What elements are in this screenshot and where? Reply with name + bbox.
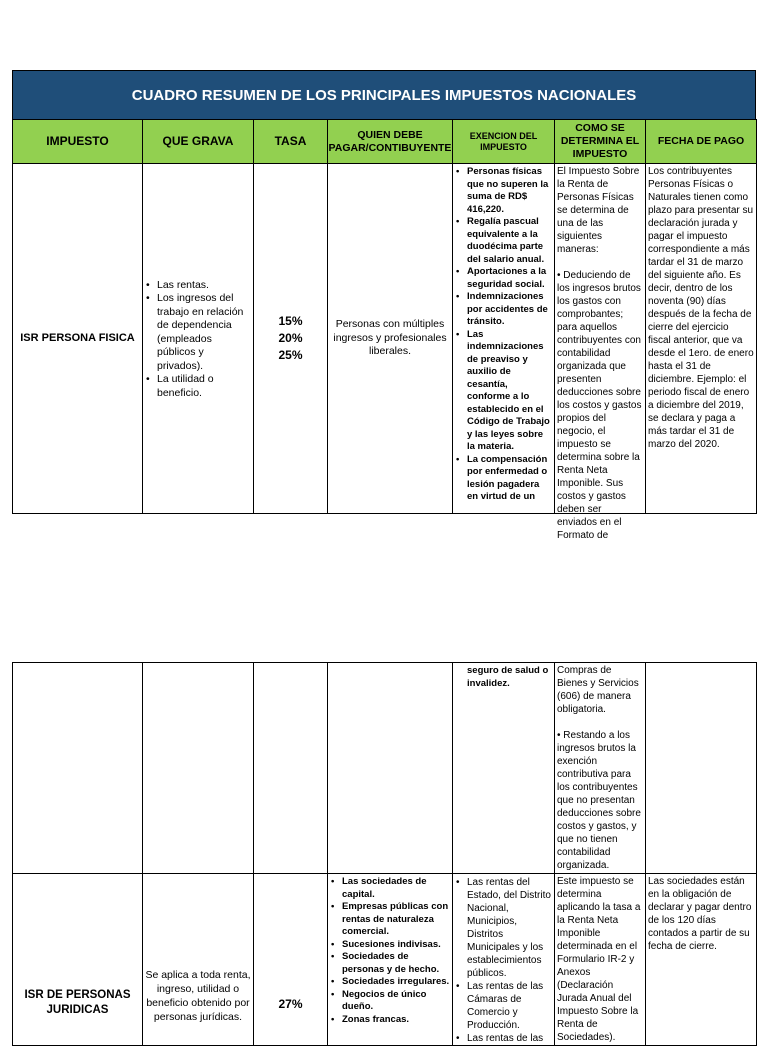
- header-impuesto: IMPUESTO: [13, 120, 143, 164]
- table-row: [13, 663, 757, 874]
- list-item: • Las sociedades de capital.: [342, 876, 450, 901]
- impuesto-cell: ISR DE PERSONAS JURIDICAS: [13, 874, 143, 1046]
- table-row: [13, 874, 757, 1046]
- impuesto-cell: ISR PERSONA FISICA: [13, 164, 143, 514]
- header-como-se: COMO SE DETERMINA EL IMPUESTO: [555, 120, 646, 164]
- exencion-cell: [453, 164, 555, 514]
- list-item: • Indemnizaciones por accidentes de tránsito.: [467, 291, 552, 329]
- fecha-cell: [646, 874, 757, 1046]
- header-row: [13, 120, 757, 164]
- fecha-text: Las sociedades están en la obligación de declarar y pagar dentro de los 120 días contados a partir de su fecha de cierre.: [648, 876, 752, 952]
- como-bullet: • Deduciendo de los ingresos brutos los gastos con comprobantes; para aquellos contribuyentes con contabilidad organizada que presenten deducciones sobre los costos y gastos propios del negocio, el impuesto se determina sobre la Renta Neta Imponible. Sus costos y gastos deben ser enviados en el Formato de: [557, 270, 642, 541]
- table-title: CUADRO RESUMEN DE LOS PRINCIPALES IMPUESTOS NACIONALES: [12, 70, 756, 119]
- header-tasa: TASA: [254, 120, 328, 164]
- list-item: • Sociedades de personas y de hecho.: [342, 951, 450, 976]
- list-item: • Aportaciones a la seguridad social.: [467, 266, 552, 291]
- tasa-value: 20%: [278, 331, 303, 345]
- list-item: • Regalía pascual equivalente a la duodécima parte del salario anual.: [467, 216, 552, 266]
- list-item: • Personas físicas que no superen la suma de RD$ 416,220.: [467, 166, 552, 216]
- list-item: • Empresas públicas con rentas de naturaleza comercial.: [342, 901, 450, 939]
- table-page-1: [12, 70, 756, 541]
- como-cont-a: Compras de Bienes y Servicios (606) de manera obligatoria.: [557, 665, 639, 715]
- quien-cell: Personas con múltiples ingresos y profesionales liberales.: [328, 164, 453, 514]
- fecha-cell: [646, 164, 757, 514]
- exencion-cell: [453, 663, 555, 874]
- list-item: • Las rentas del Estado, del Distrito Nacional, Municipios, Distritos Municipales y los establecimientos públicos.: [467, 876, 552, 980]
- que-grava-cell: Se aplica a toda renta, ingreso, utilidad o beneficio obtenido por personas jurídicas.: [143, 874, 254, 1046]
- como-intro: El Impuesto Sobre la Renta de Personas Físicas se determina de una de las siguientes maneras:: [557, 166, 640, 255]
- list-item: • Las rentas de las Cámaras de Comercio y Producción.: [467, 980, 552, 1032]
- list-item: • Sucesiones indivisas.: [342, 939, 450, 952]
- tasa-value: 25%: [278, 348, 303, 362]
- table-page-2: [12, 662, 756, 1044]
- list-item: • La utilidad o beneficio.: [157, 373, 251, 400]
- table-row: [13, 164, 757, 514]
- como-cont-b: • Restando a los ingresos brutos la exención contributiva para los contribuyentes que no presentan deducciones sobre costos y gastos, y que no tienen contabilidad organizada.: [557, 730, 641, 871]
- fecha-text: Los contribuyentes Personas Físicas o Naturales tienen como plazo para presentar su declaración jurada y pagar el impuesto correspondiente a más tardar el 31 de marzo del siguiente año. Es decir, dentro de los noventa (90) días después de la fecha de cierre del ejercicio fiscal anterior, que va desde el 1ero. de enero hasta el 31 de diciembre. Ejemplo: el periodo fiscal de enero a diciembre del 2019, se declara y paga a más tardar el 31 de marzo del 2020.: [648, 166, 754, 450]
- list-item: • Zonas francas.: [342, 1014, 450, 1027]
- list-item: • Las rentas.: [157, 279, 251, 293]
- tasa-cell: 27%: [254, 874, 328, 1046]
- header-fecha: FECHA DE PAGO: [646, 120, 757, 164]
- list-item: • Las rentas de las: [467, 1032, 552, 1045]
- header-quien-debe: QUIEN DEBE PAGAR/CONTIBUYENTE: [328, 120, 453, 164]
- tax-summary-table: [12, 119, 757, 541]
- tasa-value: 15%: [278, 314, 303, 328]
- como-text: Este impuesto se determina aplicando la tasa a la Renta Neta Imponible determinada en el Formulario IR-2 y Anexos (Declaración Jurada Anual del Impuesto Sobre la Renta de Sociedades).: [557, 876, 641, 1043]
- como-cell: [555, 874, 646, 1046]
- exencion-cell: [453, 874, 555, 1046]
- tax-summary-table-continued: [12, 662, 757, 1046]
- como-cell: [555, 663, 646, 874]
- exencion-cont: seguro de salud o invalidez.: [467, 665, 549, 689]
- list-item: • La compensación por enfermedad o lesión pagadera en virtud de un: [467, 454, 552, 504]
- list-item: • Las indemnizaciones de preaviso y auxilio de cesantía, conforme a lo establecido en el Código de Trabajo y las leyes sobre la materia.: [467, 329, 552, 454]
- list-item: • Negocios de único dueño.: [342, 989, 450, 1014]
- que-grava-cell: [143, 164, 254, 514]
- quien-cell: [328, 874, 453, 1046]
- header-exencion: EXENCION DEL IMPUESTO: [453, 120, 555, 164]
- list-item: • Los ingresos del trabajo en relación de dependencia (empleados públicos y privados).: [157, 292, 251, 373]
- tasa-cell: [254, 164, 328, 514]
- list-item: • Sociedades irregulares.: [342, 976, 450, 989]
- header-que-grava: QUE GRAVA: [143, 120, 254, 164]
- como-cell: [555, 164, 646, 541]
